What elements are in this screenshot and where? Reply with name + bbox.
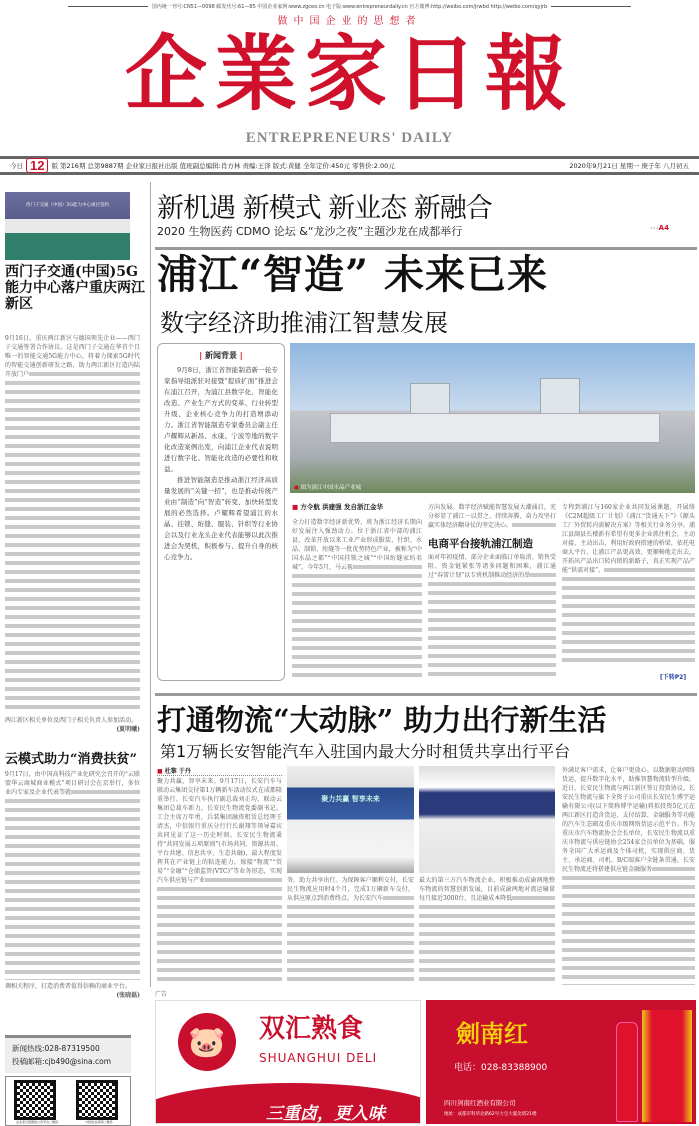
second-column-2: 务，助力共享出行。为保障客户顺利交付，长安民生物流应用时4个月，完成1万辆新车交付，从供应原点到消费终点，为长安汽车 <box>287 876 414 985</box>
second-column-3: 最大的第三方汽车物流企业，积极推动成渝两地整车物流的智慧创新发展，目前成渝两地对流运输量每月接近3000台，且运输成本降低 <box>419 876 555 985</box>
box-paragraph: 推进智能制造是推动浙江经济高质量发展的“关键一招”，也是推动传统产业由“制造”向“智造”转变、加快转型发展的必然选择。卢耀辉希望浦江的水晶、挂锁、绗缝、服装、针织等行业协会以及行业龙头企业代表能够以此次推进会为契机，积极参与、提升自身的核心竞争力。 <box>164 476 278 561</box>
news-background-box: | 新闻背景 | 9月8日，浙江省智能制造新一轮专家指导组派驻对接暨“提质扩面”推进会在浦江召开，为浦江县数字化、智能化改造、产业生产方式的变革、行业转型升级、企业核心竞争力的打造增添动力。浙江省智能制造专家委员会副主任卢耀辉从新昌、永康、宁波等地的数字化改造案例出发，向浦江企业代表说明进行数字化、智能化改造的必要性和收益。 推进智能制造是推动浙江经济高质量发展的“关键一招”，也是推动传统产业由“制造”向“智造”转变、加快转型发展的必然选择。卢耀辉希望浦江的水晶、挂锁、绗缝、服装、针织等行业协会以及行业龙头企业代表能够以此次推进会为契机，积极参与、提升自身的核心竞争力。 <box>157 343 285 681</box>
qr-codes <box>5 1076 131 1126</box>
box-title: 新闻背景 <box>205 351 237 360</box>
issue-date: 2020年9月21日 星期一 庚子年 八月初五 <box>569 162 689 170</box>
date-bar <box>0 156 699 175</box>
today-label: 今日 <box>10 162 23 170</box>
ad2-address: 地址：成都市科华北路62号力宝大厦北塔21楼 <box>444 1112 537 1117</box>
ad-slogan: 三重卤，更入味 <box>266 1104 385 1124</box>
story-body-siemens: 9月16日，重庆两江新区与德国领先企业——西门子交通签署合作协议。这是西门子交通在华首个且唯一的智能交通5G能力中心，将着力探索5G时代的智能交通创新研发之路，助力两江新区打造内陆开放门户 <box>5 334 140 712</box>
second-headline[interactable]: 打通物流“大动脉” 助力出行新生活 <box>157 703 607 737</box>
lead-column-3: 专程到浦江与160家企业共同发展课题，开展络《C2M超级工厂计划》《浦江“货通天下”》《源头工厂外贸转内需解决方案》等相关行业务分享。浦江县副县长楼新有希望有更多企业抓住机会，主动对接，主动出击，利用好政府搭建的桥梁，依托电商大平台，让浦江产品更高效、更顺畅地走出去，开拓出产品出口转内销的新路子，真正实现产品产能“供需对接”。 <box>562 503 695 665</box>
jiannanhong-ad[interactable] <box>426 1000 696 1124</box>
audience-photo <box>419 766 555 873</box>
qr-caption: 企业家日报微信公众平台二维码 <box>15 1120 58 1124</box>
wine-bottle-image <box>616 1022 638 1122</box>
ad2-company: 四川剑南红酒业有限公司 <box>444 1099 516 1107</box>
story-headline-poverty[interactable]: 云模式助力“消费扶贫” <box>5 752 137 767</box>
second-subhead: 第1万辆长安智能汽车入驻国内最大分时租赁共享出行平台 <box>160 742 571 761</box>
lead-column-2b: 面对年初疫情，部分企业面临订单取消、销售受阻、资金链紧张等诸多问题和困难，浦江通过“春雷计划”以专班机制推动经济的举 <box>428 553 556 680</box>
ad-brand-cn: 双汇熟食 <box>259 1014 364 1044</box>
ad2-phone: 电话：028-83388900 <box>454 1063 548 1073</box>
column-divider <box>150 182 151 987</box>
page-jump-a4[interactable]: ‹‹‹A4 <box>650 224 669 232</box>
top-story-headline[interactable]: 新机遇 新模式 新业态 新融合 <box>157 193 492 224</box>
masthead-logo: 企業家日報 <box>124 28 575 122</box>
header-info-line: 国内统一刊号:CN51—0098 邮发代号:61—85 中国企业家网:www.zgceo.cn 电子版:www.entrepreneurdaily.cn 官方微博:http://weibo.com/jrwbd http://weibo.com/qyjrb <box>0 3 699 10</box>
wine-box-image <box>642 1010 692 1122</box>
photo-caption: ● 图为浙江中国水晶产业城 <box>294 485 362 491</box>
news-hotline: 新闻热线:028-87319500 <box>12 1044 100 1053</box>
lead-subheading: 电商平台接轨浦江制造 <box>428 538 533 550</box>
second-column-1: 聚力共赢，智享未来。9月17日，长安汽车与联动云集团交付第1万辆新车活动仪式在成都隆重举行。长安汽车执行副总裁刘正均，联动云集团总裁车新力，长安民生物流党委副书记、工会主席万年勇，兵装集团融资租赁总经理王清杰，中信银行重庆分行行长谢翔等领导嘉宾共同见证了这一历史时刻。长安民生物流秉持“共同发展五项原则”(市场共同、资源共用、平台共建、信息共享、生态共融)，最大程度发挥其在产业链上的粘连能力，嫁接“物流”“贸易”“金融”“仓储监管(VTC)”等业务形态，实现汽车供应链与产业 <box>157 777 282 985</box>
qr-caption: 中国企业家网二维码 <box>85 1120 113 1124</box>
story-body-poverty: 9月17日，由中国高科技产业化研究会召开的“云联盟华云商城商业模式”项目研讨会在京举行，多位业内专家及企业代表等就 <box>5 770 140 980</box>
section-rule <box>155 693 697 696</box>
lead-column-2a: 方向发展。数字经济赋能智慧发展大潮涌启，充分彰显了浦江一以贯之、持续奔腾、奋力攻坚打赢实体经济翻身仗的坚定决心。 <box>428 504 556 529</box>
delivery-ceremony-photo <box>287 766 414 873</box>
lead-column-1: 全力打造数字经济新优势，将为浙江经济长期向好发展注入强劲动力。位于浙江省中部的浦江县，改革开放以来工业产业形成服装、针织、水晶、制锁、绗缝等一批优势特色产业，被称为“中国水晶之都”“中国挂锁之城”“中国绗缝家纺名城”。今年5月，马云视 <box>292 518 422 680</box>
signing-ceremony-photo <box>5 192 130 260</box>
pig-logo-icon: 🐷 <box>178 1013 236 1071</box>
page-count-badge: 12 <box>26 158 48 173</box>
photo-banner: 西门子交通（中国）5G能力中心项目签约 <box>26 203 109 208</box>
shuanghui-ad[interactable] <box>155 1000 421 1124</box>
english-name: ENTREPRENEURS' DAILY <box>245 130 454 146</box>
lead-subhead: 数字经济助推浦江智慧发展 <box>160 309 448 337</box>
qr-code-wechat[interactable] <box>14 1080 56 1120</box>
ad2-brand-logo: 劍南红 <box>456 1019 528 1048</box>
story-tail-poverty: 调相关程序，打造消费者值得信赖的商业平台。 (张晓磊) <box>5 983 140 999</box>
ad-brand-en: SHUANGHUI DELI <box>259 1051 378 1065</box>
story-headline-siemens[interactable]: 西门子交通(中国)5G能力中心落户重庆两江新区 <box>5 264 145 312</box>
top-story-subhead: 2020 生物医药 CDMO 论坛 &“龙沙之夜”主题沙龙在成都举行 <box>157 225 463 238</box>
stage-banner: 聚力共赢 智享未来 <box>321 795 380 803</box>
second-byline: ■ 杜黎 于丹 <box>157 766 282 776</box>
lead-byline: ■ 方令航 洪建强 发自浙江金华 <box>292 503 383 511</box>
continued-p2-link[interactable]: [下转P2] <box>660 674 687 681</box>
slogan: 做中国企业的思想者 <box>277 16 422 27</box>
lead-headline[interactable]: 浦江“智造” 未来已来 <box>157 251 548 298</box>
crystal-industry-city-photo <box>290 343 695 493</box>
qr-code-website[interactable] <box>76 1080 118 1120</box>
box-paragraph: 9月8日，浙江省智能制造新一轮专家指导组派驻对接暨“提质扩面”推进会在浦江召开，为浦江县数字化、智能化改造、产业生产方式的变革、行业转型升级、企业核心竞争力的打造增添动力。浙江省智能制造专家委员会副主任卢耀辉从新昌、永康、宁波等地的数字化改造案例出发，向浦江企业代表说明进行数字化、智能化改造的必要性和收益。 <box>164 366 278 473</box>
ad-label: 广告 <box>155 991 168 998</box>
submission-email[interactable]: 投稿邮箱:cjb490@sina.com <box>12 1057 112 1066</box>
contact-box <box>5 1035 131 1073</box>
story-tail-siemens: 两江新区相关单位及西门子相关负责人参加活动。 (夏明曦) <box>5 717 140 733</box>
second-column-4: 外满足客户需求，让客户更放心。以数据驱动网络货运，提升数字化水平，助推智慧物流转型升级。近日，长安民生物流与两江新区签订投资协议，长安民生物流与旗下全资子公司重庆长安民生博宇运输有限公司(以下简称博宇运输)将拟投资5亿元在两江新区打造含货运、支付结算、金融服务等功能的汽车生态圈及重庆市级网络货运示范平台。作为重庆市汽车物流协会会长单位，长安民生物流以重庆市物流与供应链协会254家会员单位为基础，服务全国广大承运商及个体司机，实现供应商、货主、承运商、司机、B/C端客户全链条贯通。长安民生物流还将搭建供应链金融服务 <box>562 766 695 985</box>
issue-info: 版 第216期 总第9887期 企业家日报社出版 值班副总编辑:肖方林 责编:王泽 版式:黄健 全年定价:450元 零售价:2.00元 <box>51 162 395 170</box>
